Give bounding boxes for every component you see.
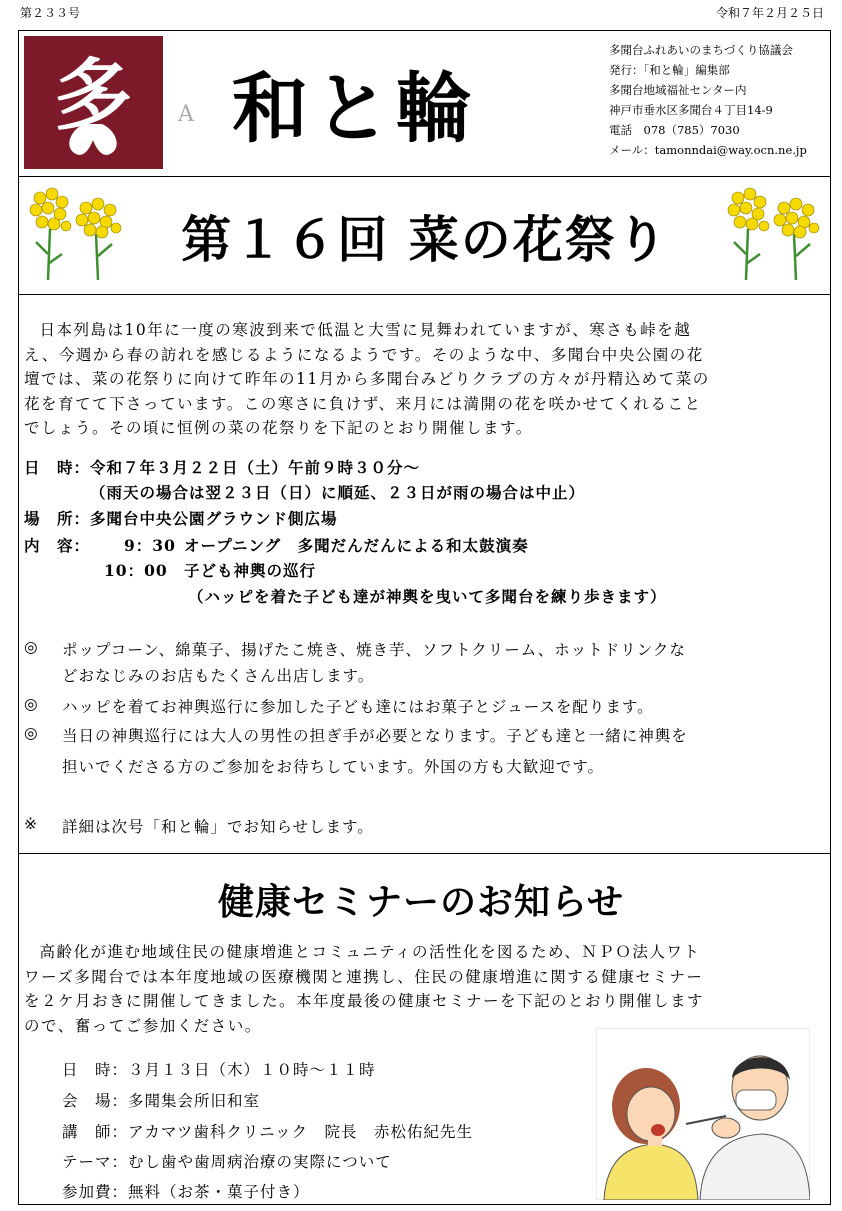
detail-label: 講 師： <box>62 1123 129 1141</box>
publisher-issuer: 発行：「和と輪」編集部 <box>609 63 730 77</box>
masthead-title: 和と輪 <box>232 64 478 153</box>
festival-intro-line: え、今週から春の訪れを感じるようになるようです。そのような中、多聞台中央公園の花 <box>24 345 704 364</box>
bullet-mark: ◎ <box>24 695 38 713</box>
detail-label: 日 時： <box>62 1061 129 1079</box>
logo-emblem-icon <box>24 36 163 169</box>
rapeseed-flower-left-icon <box>22 184 130 284</box>
logo-char: 多 <box>53 50 133 141</box>
content-label: 内 容： <box>24 536 91 555</box>
seminar-detail <box>62 1120 473 1142</box>
festival-datetime <box>24 456 420 478</box>
festival-intro <box>24 318 816 441</box>
program-desc: 子ども神輿の巡行 <box>184 561 317 580</box>
seminar-detail <box>62 1058 376 1080</box>
festival-intro-line: 壇では、菜の花祭りに向けて昨年の11月から多聞台みどりクラブの方々が丹精込めて菜の <box>24 370 710 388</box>
note-mark: ※ <box>24 815 37 833</box>
health-title: 健康セミナーのお知らせ <box>218 882 624 923</box>
detail-label: 参加費： <box>62 1183 129 1201</box>
festival-title: 第１６回 菜の花祭り <box>181 211 669 269</box>
health-intro-line: 高齢化が進む地域住民の健康増進とコミュニティの活性化を図るため、ＮＰＯ法人ワト <box>39 943 701 961</box>
small-mark: A <box>178 102 194 127</box>
detail-value: 無料（お茶・菓子付き） <box>128 1183 310 1201</box>
health-intro <box>24 940 816 1038</box>
detail-value: ３月１３日（木）１０時～１１時 <box>128 1061 376 1079</box>
publisher-phone: 電話 078（785）7030 <box>609 123 740 137</box>
logo <box>24 36 163 169</box>
bullet-line: 当日の神輿巡行には大人の男性の担ぎ手が必要となります。子ども達と一緒に神輿を <box>62 727 688 745</box>
place-value: 多聞台中央公園グラウンド側広場 <box>90 509 338 528</box>
bullet-mark: ◎ <box>24 724 38 742</box>
publisher-office: 多聞台地域福祉センター内 <box>609 83 747 97</box>
program-time: 10：00 <box>104 561 168 580</box>
publisher-email: メール：tamonndai@way.ocn.ne.jp <box>609 143 807 157</box>
bullet-line: どおなじみのお店もたくさん出店します。 <box>62 667 375 685</box>
detail-label: テーマ： <box>62 1153 129 1171</box>
program-time: 9：30 <box>124 536 176 555</box>
datetime-note: （雨天の場合は翌２３日（日）に順延、２３日が雨の場合は中止） <box>90 483 586 502</box>
festival-intro-line: 花を育てて下さっています。この寒さに負けず、来月には満開の花を咲かせてくれること <box>24 394 702 413</box>
bullet-line: 担いでくださる方のご参加をお待ちしています。外国の方も大歓迎です。 <box>62 758 605 776</box>
seminar-detail <box>62 1180 310 1202</box>
festival-intro-line: 日本列島は10年に一度の寒波到来で低温と大雪に見舞われていますが、寒さも峠を越 <box>39 321 692 339</box>
detail-value: アカマツ歯科クリニック 院長 赤松佑紀先生 <box>128 1123 473 1141</box>
rapeseed-flower-right-icon <box>720 184 828 284</box>
datetime-value: 令和７年３月２２日（土）午前９時３０分～ <box>90 458 421 477</box>
issue-date: 令和７年２月２５日 <box>715 6 824 20</box>
bullet-line: ポップコーン、綿菓子、揚げたこ焼き、焼き芋、ソフトクリーム、ホットドリンクな <box>62 641 686 659</box>
festival-place <box>24 507 338 529</box>
header-divider <box>18 176 831 177</box>
place-label: 場 所： <box>24 509 91 528</box>
festival-intro-line: でしょう。その頃に恒例の菜の花祭りを下記のとおり開催します。 <box>24 419 533 437</box>
section-divider <box>18 853 831 854</box>
health-intro-line: ワーズ多聞台では本年度地域の医療機関と連携し、住民の健康増進に関する健康セミナー <box>24 967 704 986</box>
festival-title-divider <box>18 294 831 295</box>
bullet-mark: ◎ <box>24 638 38 656</box>
datetime-label: 日 時： <box>24 458 91 477</box>
health-intro-line: を２ケ月おきに開催してきました。本年度最後の健康セミナーを下記のとおり開催します <box>24 992 705 1010</box>
issue-number: 第２３３号 <box>20 6 81 20</box>
seminar-detail <box>62 1150 392 1172</box>
publisher-address: 神戸市垂水区多聞台４丁目14-9 <box>609 103 773 117</box>
dental-checkup-illustration <box>596 1028 810 1200</box>
seminar-detail <box>62 1089 260 1111</box>
publisher-org: 多聞台ふれあいのまちづくり協議会 <box>609 43 793 57</box>
health-intro-line: ので、奮ってご参加ください。 <box>24 1016 262 1035</box>
program-desc: オープニング 多聞だんだんによる和太鼓演奏 <box>184 536 529 555</box>
detail-value: 多聞集会所旧和室 <box>128 1092 261 1110</box>
bullet-line: ハッピを着てお神輿巡行に参加した子ども達にはお菓子とジュースを配ります。 <box>62 698 654 716</box>
program-note: （ハッピを着た子ども達が神輿を曳いて多聞台を練り歩きます） <box>188 587 667 606</box>
festival-note: 詳細は次号「和と輪」でお知らせします。 <box>62 818 374 836</box>
publisher-info <box>609 40 807 160</box>
detail-value: むし歯や歯周病治療の実際について <box>128 1153 392 1171</box>
detail-label: 会 場： <box>62 1092 129 1110</box>
